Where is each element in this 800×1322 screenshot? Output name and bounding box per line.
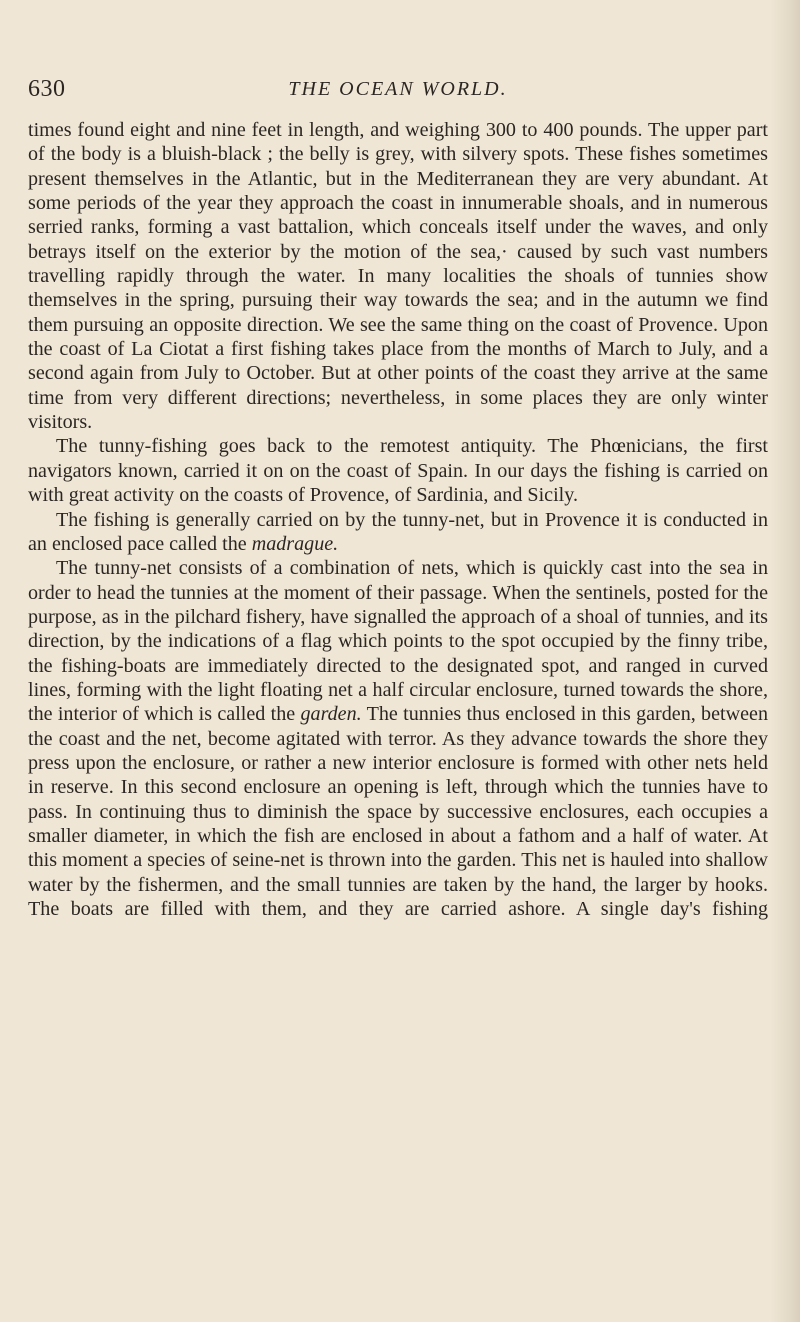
paragraph-1: times found eight and nine feet in length, and weighing 300 to 400 pounds. The upper part of the body is a bluish-black ; the belly is grey, with silvery spots. These fishes sometimes present themselves in the Atlantic, but in the Mediterranean they are very abundant. At some periods of the year they approach the coast in innumerable shoals, and in numerous serried ranks, forming a vast battalion, which conceals itself under the waves, and only betrays itself on the exterior by the motion of the sea,· caused by such vast numbers travelling rapidly through the water. In many localities the shoals of tunnies show themselves in the spring, pursuing their way towards the sea; and in the autumn we find them pursuing an opposite direction. We see the same thing on the coast of Provence. Upon the coast of La Ciotat a first fishing takes place from the months of March to July, and a second again from July to October. But at other points of the coast they arrive at the same time from very different directions; nevertheless, in some places they are only winter visitors. [28, 119, 768, 434]
paragraph-3-text: The fishing is generally carried on by the tunny-net, but in Provence it is conducted in an enclosed pace called the [28, 508, 768, 555]
paragraph-4-text-end: The tunnies thus enclosed in this garden, between the coast and the net, become agitated with terror. As they advance towards the shore they press upon the enclosure, or rather a new interior enclosure is formed with other nets held in reserve. In this second enclosure an opening is left, through which the tunnies have to pass. In continuing thus to diminish the space by successive enclosures, each occupies a smaller diameter, in which the fish are enclosed in about a fathom and a half of water. At this moment a species of seine-net is thrown into the garden. This net is hauled into shallow water by the fishermen, and the small tunnies are taken by the hand, the larger by hooks. The boats are filled with them, and they are carried ashore. A single day's fishing [28, 703, 768, 920]
term-garden: garden. [300, 703, 362, 726]
body-text [28, 118, 768, 921]
page-number: 630 [28, 76, 66, 102]
paragraph-4-text-start: The tunny-net consists of a combination of nets, which is quickly cast into the sea in order to head the tunnies at the moment of their passage. When the sentinels, posted for the purpose, as in the pilchard fishery, have signalled the approach of a shoal of tunnies, and its direction, by the indications of a flag which points to the spot occupied by the finny tribe, the fishing-boats are immediately directed to the designated spot, and ranged in curved lines, forming with the light floating net a half circular enclosure, turned towards the shore, the interior of which is called the [28, 557, 768, 726]
paragraph-3 [28, 508, 768, 557]
term-madrague: madrague. [251, 532, 339, 555]
running-title: THE OCEAN WORLD. [288, 78, 508, 100]
paragraph-2: The tunny-fishing goes back to the remotest antiquity. The Phœnicians, the first navigators known, carried it on on the coast of Spain. In our days the fishing is carried on with great activity on the coasts of Provence, of Sardinia, and Sicily. [28, 435, 768, 507]
running-head [28, 76, 768, 106]
paragraph-4 [28, 556, 768, 921]
